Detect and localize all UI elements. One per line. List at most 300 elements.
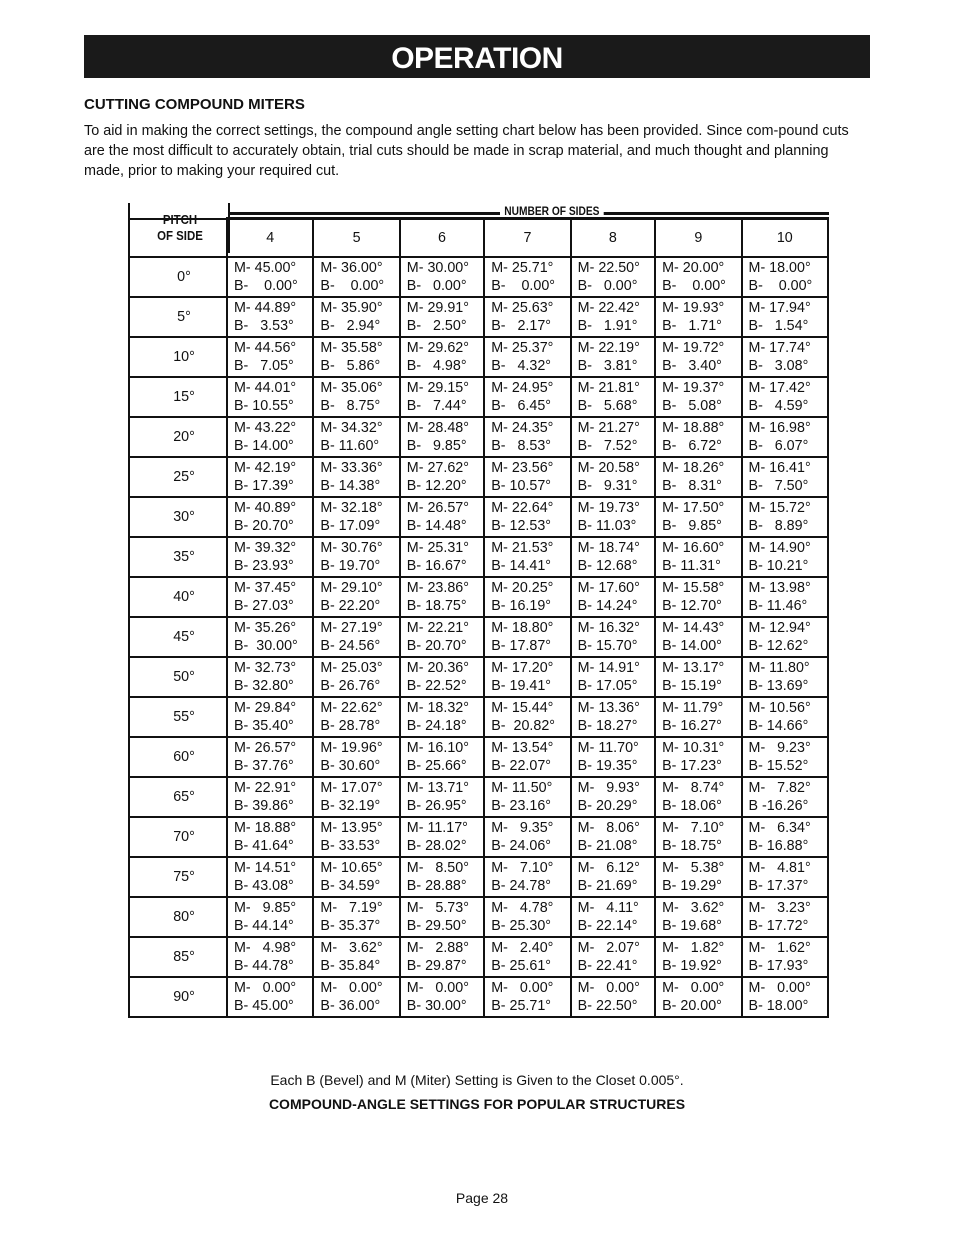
table-row xyxy=(129,417,828,457)
miter-value: M- 22.64° xyxy=(491,500,554,516)
setting-cell xyxy=(742,417,828,457)
miter-value: M- 3.62° xyxy=(320,940,383,956)
bevel-value: B- 17.09° xyxy=(320,518,381,534)
setting-cell xyxy=(484,257,570,297)
miter-value: M- 22.91° xyxy=(234,780,297,796)
miter-value: M- 17.60° xyxy=(577,580,640,596)
setting-cell xyxy=(742,977,828,1017)
bevel-value: B- 9.85° xyxy=(406,438,467,454)
bevel-value: B- 6.07° xyxy=(748,438,809,454)
setting-cell xyxy=(571,977,655,1017)
miter-value: M- 3.23° xyxy=(748,900,811,916)
bevel-value: B- 32.80° xyxy=(234,678,294,694)
table-row xyxy=(129,977,828,1017)
setting-cell xyxy=(484,977,570,1017)
table-row xyxy=(129,737,828,777)
miter-value: M- 40.89° xyxy=(234,500,297,516)
miter-value: M- 21.81° xyxy=(577,380,640,396)
setting-cell xyxy=(655,817,741,857)
bevel-value: B- 19.92° xyxy=(662,958,722,974)
bevel-value: B- 13.69° xyxy=(748,678,809,694)
bevel-value: B- 18.75° xyxy=(406,598,467,614)
miter-value: M- 14.91° xyxy=(577,660,640,676)
miter-value: M- 22.50° xyxy=(577,260,640,276)
sides-count-9: 9 xyxy=(655,219,741,258)
bevel-value: B- 18.27° xyxy=(577,718,638,734)
setting-cell xyxy=(227,537,313,577)
setting-cell xyxy=(571,337,655,377)
table-row xyxy=(129,857,828,897)
miter-value: M- 35.58° xyxy=(320,340,383,356)
bevel-value: B- 16.27° xyxy=(662,718,722,734)
setting-cell xyxy=(484,577,570,617)
setting-cell xyxy=(313,817,399,857)
setting-cell xyxy=(400,257,484,297)
miter-value: M- 23.56° xyxy=(491,460,554,476)
bevel-value: B- 19.70° xyxy=(320,558,381,574)
miter-value: M- 9.85° xyxy=(234,900,297,916)
miter-value: M- 19.72° xyxy=(662,340,725,356)
setting-cell xyxy=(742,537,828,577)
bevel-value: B- 28.02° xyxy=(406,838,467,854)
table-row xyxy=(129,617,828,657)
bevel-value: B- 44.14° xyxy=(234,918,294,934)
setting-cell xyxy=(571,817,655,857)
miter-value: M- 22.62° xyxy=(320,700,383,716)
setting-cell xyxy=(313,857,399,897)
bevel-value: B- 19.35° xyxy=(577,758,638,774)
bevel-value: B- 9.31° xyxy=(577,478,638,494)
bevel-value: B- 10.55° xyxy=(234,398,294,414)
miter-value: M- 22.21° xyxy=(406,620,469,636)
miter-value: M- 11.70° xyxy=(577,740,639,756)
setting-cell xyxy=(571,457,655,497)
setting-cell xyxy=(400,817,484,857)
miter-value: M- 1.62° xyxy=(748,940,811,956)
bevel-value: B- 20.00° xyxy=(662,998,722,1014)
sides-count-5: 5 xyxy=(313,219,399,258)
setting-cell xyxy=(571,577,655,617)
setting-cell xyxy=(484,817,570,857)
miter-value: M- 4.11° xyxy=(577,900,639,916)
setting-cell xyxy=(484,657,570,697)
miter-value: M- 26.57° xyxy=(406,500,469,516)
pitch-cell: 5° xyxy=(129,297,227,337)
pitch-cell: 45° xyxy=(129,617,227,657)
bevel-value: B- 11.31° xyxy=(662,558,721,574)
setting-cell xyxy=(400,457,484,497)
setting-cell xyxy=(571,377,655,417)
pitch-cell: 90° xyxy=(129,977,227,1017)
bevel-value: B- 29.87° xyxy=(406,958,467,974)
miter-value: M- 33.36° xyxy=(320,460,383,476)
miter-value: M- 9.35° xyxy=(491,820,554,836)
pitch-cell: 0° xyxy=(129,257,227,297)
setting-cell xyxy=(655,497,741,537)
bevel-value: B- 14.00° xyxy=(234,438,294,454)
bevel-value: B- 30.00° xyxy=(234,638,298,654)
miter-value: M- 0.00° xyxy=(491,980,554,996)
bevel-value: B- 0.00° xyxy=(748,278,813,294)
bevel-value: B- 20.29° xyxy=(577,798,638,814)
miter-value: M- 7.10° xyxy=(662,820,725,836)
miter-value: M- 13.17° xyxy=(662,660,725,676)
setting-cell xyxy=(227,977,313,1017)
setting-cell xyxy=(313,737,399,777)
bevel-value: B- 16.88° xyxy=(748,838,809,854)
pitch-header-line-1: PITCH xyxy=(162,212,198,227)
miter-value: M- 25.37° xyxy=(491,340,554,356)
precision-note: Each B (Bevel) and M (Miter) Setting is Given to the Closet 0.005°. xyxy=(270,1072,684,1088)
miter-value: M- 29.15° xyxy=(406,380,469,396)
setting-cell xyxy=(313,457,399,497)
miter-value: M- 17.07° xyxy=(320,780,383,796)
setting-cell xyxy=(655,257,741,297)
setting-cell xyxy=(742,857,828,897)
bevel-value: B- 12.53° xyxy=(491,518,552,534)
bevel-value: B- 14.38° xyxy=(320,478,381,494)
miter-value: M- 11.17° xyxy=(406,820,468,836)
bevel-value: B- 23.93° xyxy=(234,558,294,574)
bevel-value: B -16.26° xyxy=(748,798,809,814)
setting-cell xyxy=(484,737,570,777)
setting-cell xyxy=(227,417,313,457)
pitch-cell: 70° xyxy=(129,817,227,857)
setting-cell xyxy=(571,297,655,337)
bevel-value: B- 7.05° xyxy=(234,358,294,374)
bevel-value: B- 34.59° xyxy=(320,878,381,894)
bevel-value: B- 12.70° xyxy=(662,598,722,614)
setting-cell xyxy=(484,537,570,577)
pitch-cell: 75° xyxy=(129,857,227,897)
bevel-value: B- 2.50° xyxy=(406,318,467,334)
bevel-value: B- 22.41° xyxy=(577,958,638,974)
miter-value: M- 11.80° xyxy=(748,660,810,676)
setting-cell xyxy=(227,457,313,497)
bevel-value: B- 20.70° xyxy=(234,518,294,534)
table-row xyxy=(129,457,828,497)
table-row xyxy=(129,337,828,377)
bevel-value: B- 12.62° xyxy=(748,638,809,654)
miter-value: M- 17.20° xyxy=(491,660,554,676)
bevel-value: B- 20.70° xyxy=(406,638,467,654)
bevel-value: B- 17.37° xyxy=(748,878,809,894)
miter-value: M- 19.37° xyxy=(662,380,725,396)
bevel-value: B- 25.61° xyxy=(491,958,552,974)
setting-cell xyxy=(742,937,828,977)
bevel-value: B- 7.50° xyxy=(748,478,809,494)
table-row xyxy=(129,537,828,577)
setting-cell xyxy=(742,897,828,937)
setting-cell xyxy=(742,297,828,337)
bevel-value: B- 4.32° xyxy=(491,358,552,374)
miter-value: M- 2.88° xyxy=(406,940,469,956)
miter-value: M- 1.82° xyxy=(662,940,725,956)
bevel-value: B- 3.53° xyxy=(234,318,294,334)
bevel-value: B- 9.85° xyxy=(662,518,722,534)
miter-value: M- 21.53° xyxy=(491,540,554,556)
setting-cell xyxy=(484,777,570,817)
bevel-value: B- 14.24° xyxy=(577,598,638,614)
miter-value: M- 11.50° xyxy=(491,780,553,796)
miter-value: M- 30.76° xyxy=(320,540,383,556)
sides-count-10: 10 xyxy=(742,219,828,258)
bevel-value: B- 4.98° xyxy=(406,358,467,374)
bevel-value: B- 6.45° xyxy=(491,398,552,414)
bevel-value: B- 4.59° xyxy=(748,398,809,414)
miter-value: M- 18.80° xyxy=(491,620,554,636)
miter-value: M- 23.86° xyxy=(406,580,469,596)
miter-value: M- 10.56° xyxy=(748,700,811,716)
setting-cell xyxy=(742,577,828,617)
setting-cell xyxy=(313,977,399,1017)
setting-cell xyxy=(655,377,741,417)
bevel-value: B- 39.86° xyxy=(234,798,294,814)
setting-cell xyxy=(742,337,828,377)
setting-cell xyxy=(571,417,655,457)
pitch-cell: 60° xyxy=(129,737,227,777)
setting-cell xyxy=(313,937,399,977)
miter-value: M- 13.71° xyxy=(406,780,469,796)
bevel-value: B- 17.93° xyxy=(748,958,809,974)
setting-cell xyxy=(227,617,313,657)
setting-cell xyxy=(227,497,313,537)
miter-value: M- 36.00° xyxy=(320,260,383,276)
bevel-value: B- 15.19° xyxy=(662,678,722,694)
miter-value: M- 6.34° xyxy=(748,820,811,836)
bevel-value: B- 17.39° xyxy=(234,478,294,494)
bevel-value: B- 41.64° xyxy=(234,838,294,854)
number-of-sides-header xyxy=(230,203,829,217)
setting-cell xyxy=(742,377,828,417)
pitch-cell: 65° xyxy=(129,777,227,817)
bevel-value: B- 24.56° xyxy=(320,638,381,654)
setting-cell xyxy=(484,337,570,377)
bevel-value: B- 22.50° xyxy=(577,998,638,1014)
miter-value: M- 7.19° xyxy=(320,900,383,916)
bevel-value: B- 2.17° xyxy=(491,318,552,334)
setting-cell xyxy=(484,377,570,417)
setting-cell xyxy=(484,857,570,897)
miter-value: M- 2.40° xyxy=(491,940,554,956)
setting-cell xyxy=(742,777,828,817)
setting-cell xyxy=(400,377,484,417)
miter-value: M- 9.23° xyxy=(748,740,811,756)
bevel-value: B- 14.00° xyxy=(662,638,722,654)
miter-value: M- 42.19° xyxy=(234,460,297,476)
setting-cell xyxy=(742,617,828,657)
setting-cell xyxy=(571,737,655,777)
setting-cell xyxy=(400,857,484,897)
pitch-cell: 55° xyxy=(129,697,227,737)
bevel-value: B- 3.81° xyxy=(577,358,638,374)
setting-cell xyxy=(227,777,313,817)
miter-value: M- 27.62° xyxy=(406,460,469,476)
miter-value: M- 7.82° xyxy=(748,780,811,796)
setting-cell xyxy=(655,417,741,457)
miter-value: M- 8.74° xyxy=(662,780,725,796)
setting-cell xyxy=(227,817,313,857)
miter-value: M- 16.10° xyxy=(406,740,469,756)
miter-value: M- 17.50° xyxy=(662,500,725,516)
bevel-value: B- 16.67° xyxy=(406,558,467,574)
setting-cell xyxy=(400,737,484,777)
setting-cell xyxy=(313,777,399,817)
setting-cell xyxy=(655,577,741,617)
setting-cell xyxy=(227,937,313,977)
setting-cell xyxy=(400,577,484,617)
miter-value: M- 15.44° xyxy=(491,700,554,716)
miter-value: M- 16.32° xyxy=(577,620,640,636)
setting-cell xyxy=(313,377,399,417)
miter-value: M- 5.38° xyxy=(662,860,725,876)
pitch-cell: 10° xyxy=(129,337,227,377)
miter-value: M- 13.95° xyxy=(320,820,383,836)
bevel-value: B- 1.71° xyxy=(662,318,722,334)
bevel-value: B- 14.66° xyxy=(748,718,809,734)
bevel-value: B- 19.68° xyxy=(662,918,722,934)
bevel-value: B- 1.91° xyxy=(577,318,638,334)
miter-value: M- 0.00° xyxy=(406,980,469,996)
miter-value: M- 17.94° xyxy=(748,300,811,316)
bevel-value: B- 14.41° xyxy=(491,558,552,574)
miter-value: M- 44.89° xyxy=(234,300,297,316)
setting-cell xyxy=(400,697,484,737)
bevel-value: B- 20.82° xyxy=(491,718,556,734)
setting-cell xyxy=(227,337,313,377)
setting-cell xyxy=(227,377,313,417)
pitch-header-line-2: OF SIDE xyxy=(157,228,203,243)
miter-value: M- 18.88° xyxy=(662,420,725,436)
setting-cell xyxy=(484,617,570,657)
miter-value: M- 16.60° xyxy=(662,540,725,556)
miter-value: M- 35.26° xyxy=(234,620,297,636)
miter-value: M- 0.00° xyxy=(320,980,383,996)
bevel-value: B- 26.76° xyxy=(320,678,381,694)
miter-value: M- 13.36° xyxy=(577,700,640,716)
miter-value: M- 14.43° xyxy=(662,620,725,636)
miter-value: M- 4.81° xyxy=(748,860,811,876)
bevel-value: B- 17.05° xyxy=(577,678,638,694)
miter-value: M- 10.31° xyxy=(662,740,725,756)
setting-cell xyxy=(742,457,828,497)
setting-cell xyxy=(227,857,313,897)
setting-cell xyxy=(400,497,484,537)
miter-value: M- 29.10° xyxy=(320,580,383,596)
setting-cell xyxy=(571,537,655,577)
bevel-value: B- 30.60° xyxy=(320,758,381,774)
setting-cell xyxy=(655,457,741,497)
sides-count-7: 7 xyxy=(484,219,570,258)
bevel-value: B- 19.29° xyxy=(662,878,722,894)
miter-value: M- 37.45° xyxy=(234,580,297,596)
setting-cell xyxy=(484,457,570,497)
miter-value: M- 17.74° xyxy=(748,340,811,356)
bevel-value: B- 5.08° xyxy=(662,398,722,414)
miter-value: M- 18.74° xyxy=(577,540,640,556)
setting-cell xyxy=(313,257,399,297)
table-row xyxy=(129,577,828,617)
table-row xyxy=(129,937,828,977)
miter-value: M- 39.32° xyxy=(234,540,297,556)
miter-value: M- 20.00° xyxy=(662,260,725,276)
bevel-value: B- 0.00° xyxy=(662,278,726,294)
bevel-value: B- 10.57° xyxy=(491,478,552,494)
miter-value: M- 44.01° xyxy=(234,380,297,396)
miter-value: M- 25.03° xyxy=(320,660,383,676)
bevel-value: B- 36.00° xyxy=(320,998,381,1014)
miter-value: M- 19.93° xyxy=(662,300,725,316)
setting-cell xyxy=(571,617,655,657)
setting-cell xyxy=(655,297,741,337)
miter-value: M- 20.25° xyxy=(491,580,554,596)
miter-value: M- 18.26° xyxy=(662,460,725,476)
settings-table xyxy=(128,217,829,1018)
miter-value: M- 19.73° xyxy=(577,500,640,516)
miter-value: M- 43.22° xyxy=(234,420,297,436)
setting-cell xyxy=(742,737,828,777)
miter-value: M- 3.62° xyxy=(662,900,725,916)
table-caption: COMPOUND-ANGLE SETTINGS FOR POPULAR STRUCTURES xyxy=(268,1096,686,1112)
setting-cell xyxy=(571,697,655,737)
bevel-value: B- 28.78° xyxy=(320,718,381,734)
miter-value: M- 16.41° xyxy=(748,460,811,476)
setting-cell xyxy=(484,297,570,337)
setting-cell xyxy=(655,697,741,737)
setting-cell xyxy=(313,337,399,377)
pitch-cell: 80° xyxy=(129,897,227,937)
setting-cell xyxy=(484,897,570,937)
pitch-cell: 25° xyxy=(129,457,227,497)
table-row xyxy=(129,897,828,937)
bevel-value: B- 8.31° xyxy=(662,478,722,494)
setting-cell xyxy=(655,737,741,777)
setting-cell xyxy=(571,497,655,537)
miter-value: M- 35.90° xyxy=(320,300,383,316)
bevel-value: B- 8.89° xyxy=(748,518,809,534)
bevel-value: B- 18.06° xyxy=(662,798,722,814)
miter-value: M- 11.79° xyxy=(662,700,724,716)
setting-cell xyxy=(484,697,570,737)
bevel-value: B- 43.08° xyxy=(234,878,294,894)
pitch-cell: 20° xyxy=(129,417,227,457)
page-banner: OPERATION xyxy=(84,35,870,78)
miter-value: M- 17.42° xyxy=(748,380,811,396)
miter-value: M- 22.42° xyxy=(577,300,640,316)
bevel-value: B- 24.06° xyxy=(491,838,552,854)
setting-cell xyxy=(313,297,399,337)
setting-cell xyxy=(400,617,484,657)
bevel-value: B- 26.95° xyxy=(406,798,467,814)
miter-value: M- 8.50° xyxy=(406,860,469,876)
sides-count-4: 4 xyxy=(227,219,313,258)
setting-cell xyxy=(227,737,313,777)
bevel-value: B- 37.76° xyxy=(234,758,294,774)
bevel-value: B- 11.60° xyxy=(320,438,380,454)
table-row xyxy=(129,257,828,297)
setting-cell xyxy=(400,897,484,937)
setting-cell xyxy=(400,657,484,697)
table-row xyxy=(129,297,828,337)
miter-value: M- 27.19° xyxy=(320,620,383,636)
bevel-value: B- 2.94° xyxy=(320,318,381,334)
pitch-cell: 85° xyxy=(129,937,227,977)
bevel-value: B- 16.19° xyxy=(491,598,552,614)
miter-value: M- 16.98° xyxy=(748,420,811,436)
bevel-value: B- 14.48° xyxy=(406,518,467,534)
table-row xyxy=(129,657,828,697)
bevel-value: B- 17.72° xyxy=(748,918,809,934)
